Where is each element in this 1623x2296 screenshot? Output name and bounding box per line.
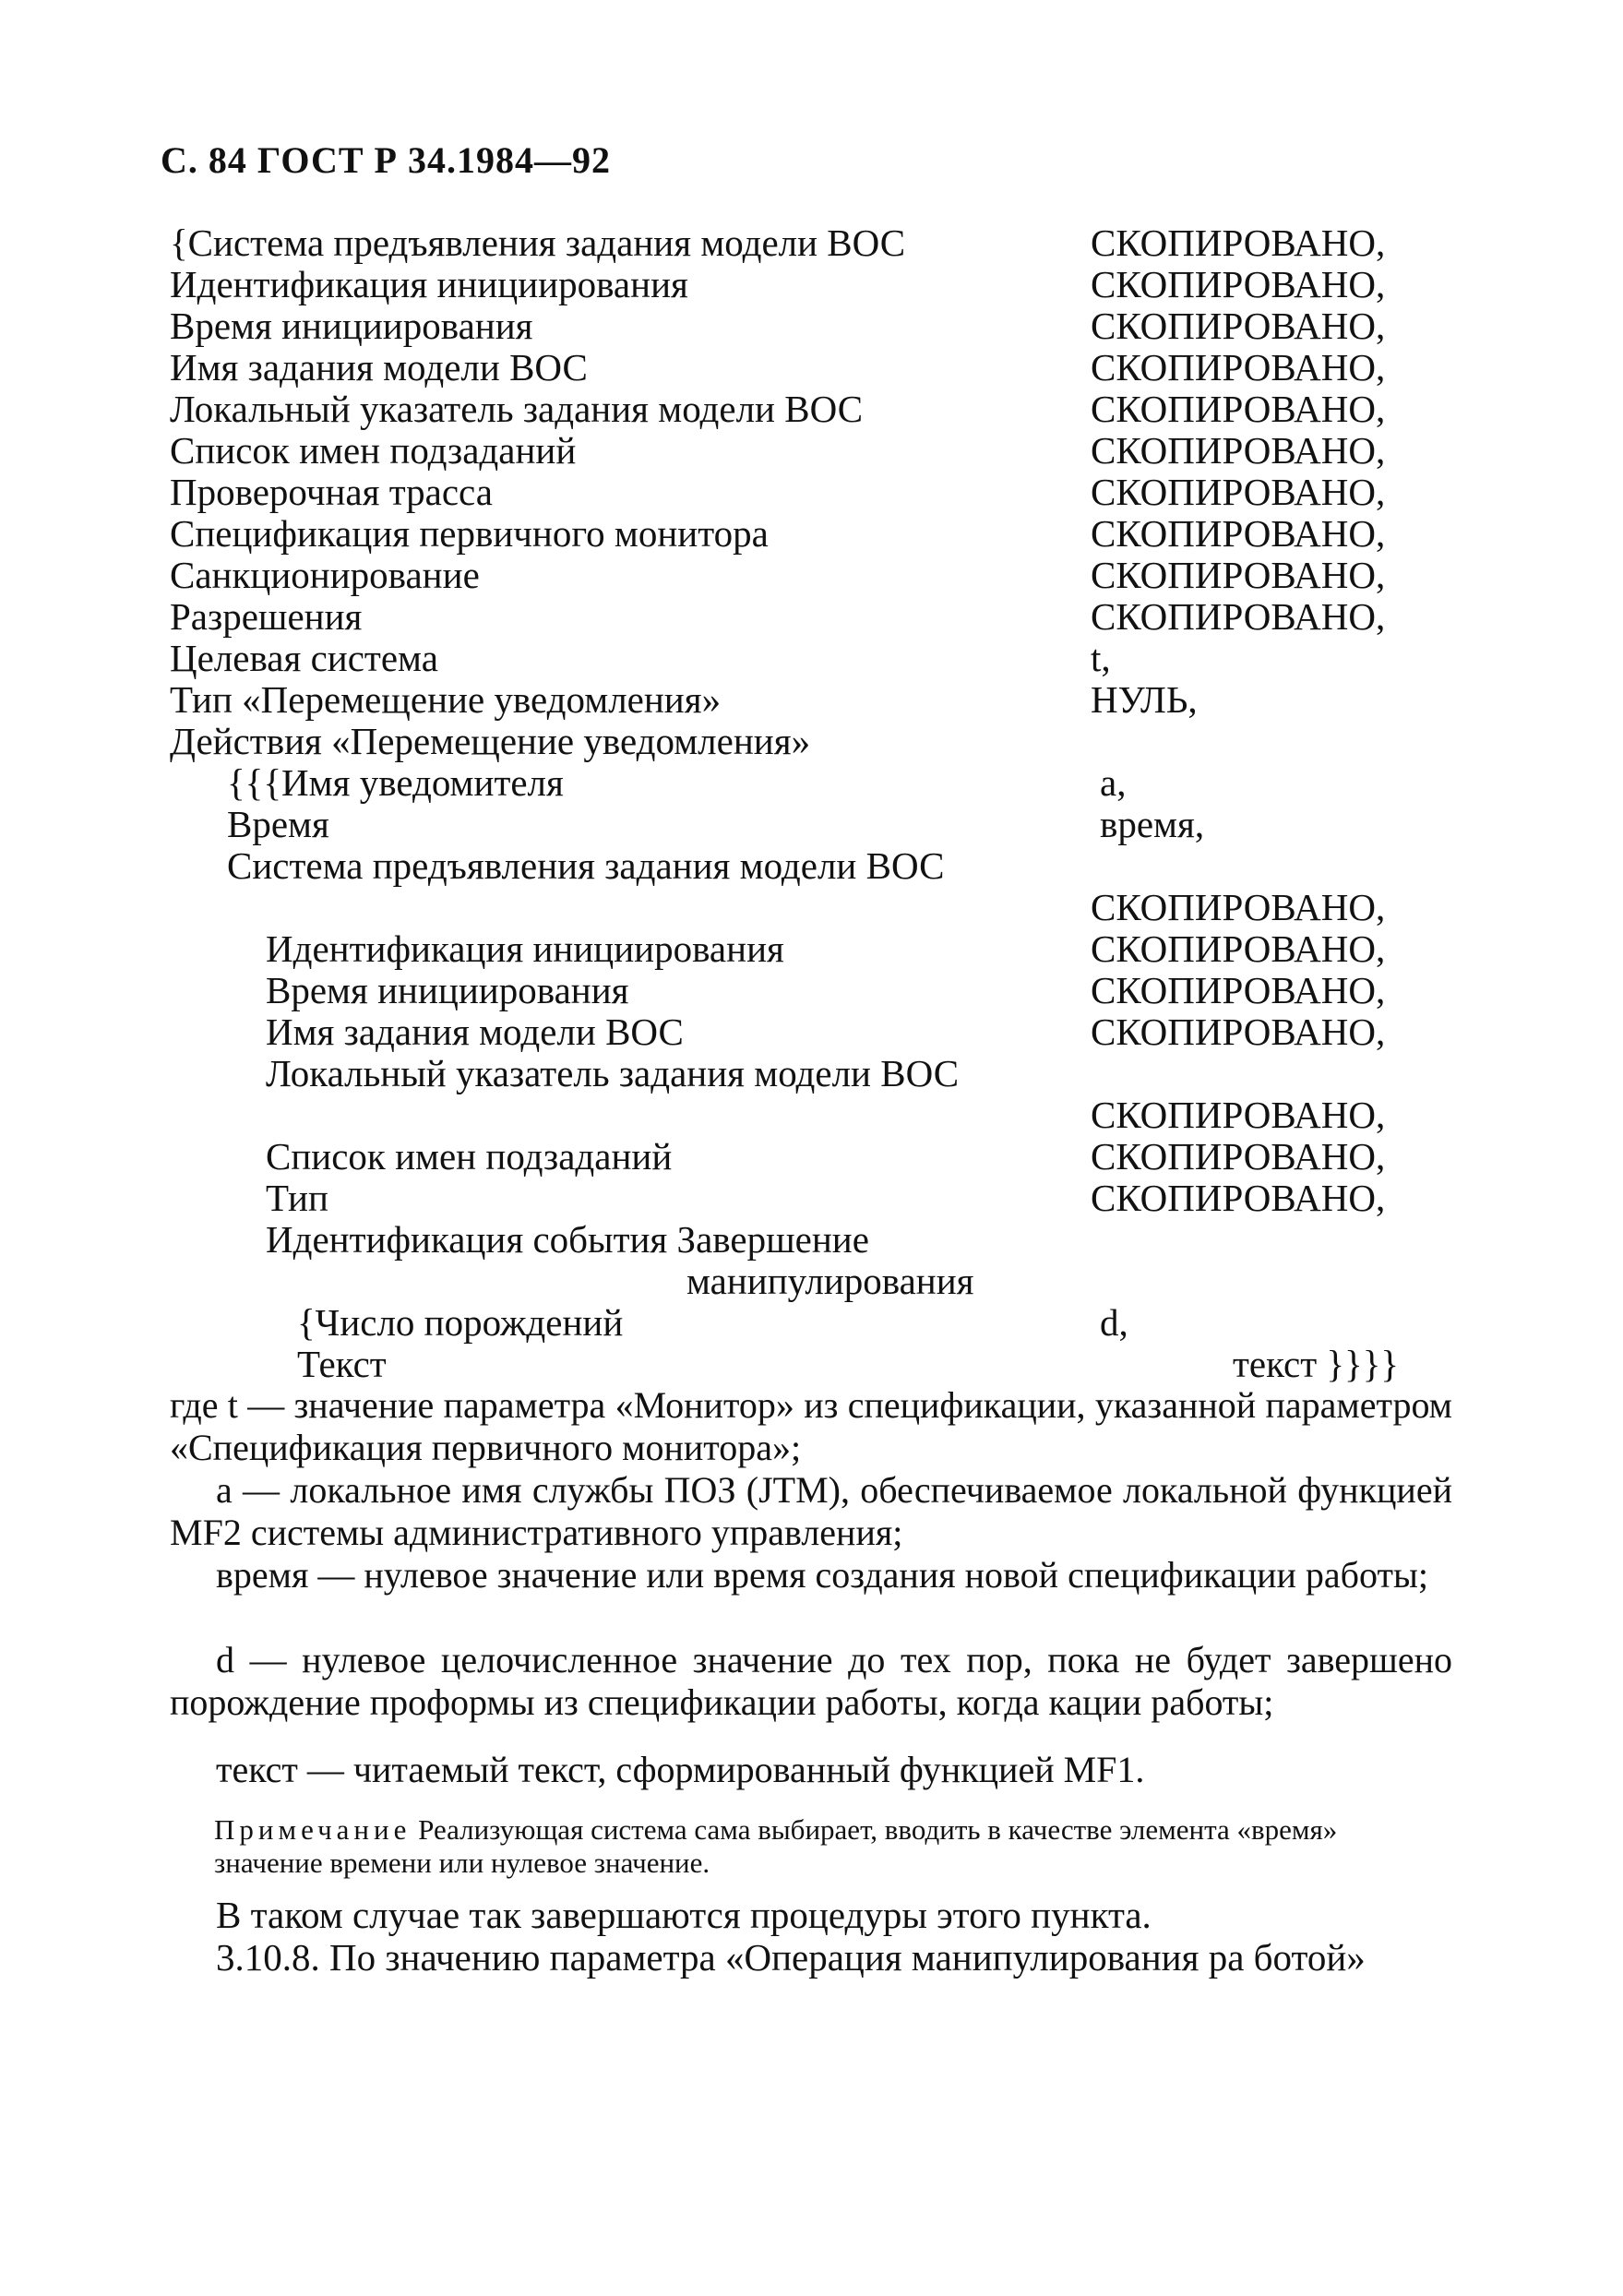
listing-value: СКОПИРОВАНО, xyxy=(1091,1010,1386,1053)
listing-label: {{{Имя уведомителя xyxy=(227,761,564,804)
listing-label: Разрешения xyxy=(170,595,363,638)
note-heading: Примечание xyxy=(214,1813,412,1846)
listing-label: Локальный указатель задания модели ВОС xyxy=(266,1052,960,1094)
listing-label: Время инициирования xyxy=(170,305,533,347)
listing-value: СКОПИРОВАНО, xyxy=(1091,595,1386,638)
listing-value: СКОПИРОВАНО, xyxy=(1091,221,1386,264)
definition-paragraph: текст — читаемый текст, сформированный функцией MF1. xyxy=(216,1749,1145,1790)
listing-label: Тип «Перемещение уведомления» xyxy=(170,678,722,721)
definition-paragraph: d — нулевое целочисленное значение до тех пор, пока не будет завершено порождение проформы из спецификации работы, когда кации работы; xyxy=(170,1639,1452,1723)
listing-value: текст }}}} xyxy=(1233,1343,1400,1385)
listing-label: Список имен подзаданий xyxy=(170,429,577,472)
listing-value: а, xyxy=(1100,761,1127,804)
listing-value: t, xyxy=(1091,637,1111,679)
listing-value: СКОПИРОВАНО, xyxy=(1091,927,1386,970)
listing-value: время, xyxy=(1100,803,1205,845)
page-header: С. 84 ГОСТ Р 34.1984—92 xyxy=(161,139,611,181)
listing-label: {Число порождений xyxy=(297,1301,624,1344)
listing-label: Санкционирование xyxy=(170,554,480,596)
listing-label: Действия «Перемещение уведомления» xyxy=(170,720,811,762)
definition-paragraph: время — нулевое значение или время создания новой спецификации работы; xyxy=(216,1554,1428,1596)
listing-value: СКОПИРОВАНО, xyxy=(1091,886,1386,928)
note-block xyxy=(214,1813,1450,1880)
listing-value: СКОПИРОВАНО, xyxy=(1091,263,1386,305)
definition-paragraph: где t — значение параметра «Монитор» из спецификации, указанной параметром «Спецификация первичного монитора»; xyxy=(170,1384,1452,1468)
listing-label: Система предъявления задания модели ВОС xyxy=(227,844,945,887)
listing-value: d, xyxy=(1100,1301,1128,1344)
note-text: Реализующая система сама выбирает, вводить в качестве элемента «время» значение времени или нулевое значение. xyxy=(214,1813,1338,1879)
definition-paragraph: а — локальное имя службы ПОЗ (JTM), обеспечиваемое локальной функцией MF2 системы административного управления; xyxy=(170,1469,1452,1553)
listing-label: Идентификация инициирования xyxy=(170,263,688,305)
listing-value: СКОПИРОВАНО, xyxy=(1091,429,1386,472)
listing-label: Проверочная трасса xyxy=(170,471,493,513)
listing-label: манипулирования xyxy=(686,1260,974,1302)
listing-label: Целевая система xyxy=(170,637,438,679)
listing-label: Имя задания модели ВОС xyxy=(170,346,588,389)
listing-value: СКОПИРОВАНО, xyxy=(1091,512,1386,555)
listing-value: СКОПИРОВАНО, xyxy=(1091,1177,1386,1219)
listing-label: {Система предъявления задания модели ВОС xyxy=(170,221,906,264)
listing-label: Спецификация первичного монитора xyxy=(170,512,769,555)
listing-label: Идентификация события Завершение xyxy=(266,1218,869,1261)
listing-label: Список имен подзаданий xyxy=(266,1135,673,1178)
listing-label: Текст xyxy=(297,1343,387,1385)
listing-value: СКОПИРОВАНО, xyxy=(1091,554,1386,596)
listing-value: СКОПИРОВАНО, xyxy=(1091,969,1386,1011)
listing-label: Время xyxy=(227,803,329,845)
listing-value: СКОПИРОВАНО, xyxy=(1091,346,1386,389)
listing-label: Имя задания модели ВОС xyxy=(266,1010,684,1053)
listing-value: СКОПИРОВАНО, xyxy=(1091,1094,1386,1136)
listing-value: НУЛЬ, xyxy=(1091,678,1198,721)
listing-label: Локальный указатель задания модели ВОС xyxy=(170,388,864,430)
listing-value: СКОПИРОВАНО, xyxy=(1091,305,1386,347)
listing-value: СКОПИРОВАНО, xyxy=(1091,471,1386,513)
listing-value: СКОПИРОВАНО, xyxy=(1091,388,1386,430)
listing-label: Тип xyxy=(266,1177,328,1219)
closing-line: В таком случае так завершаются процедуры этого пункта. xyxy=(216,1894,1152,1936)
listing-label: Идентификация инициирования xyxy=(266,927,784,970)
listing-label: Время инициирования xyxy=(266,969,629,1011)
listing-value: СКОПИРОВАНО, xyxy=(1091,1135,1386,1178)
section-heading-3-10-8: 3.10.8. По значению параметра «Операция манипулирования ра ботой» xyxy=(216,1936,1366,1979)
